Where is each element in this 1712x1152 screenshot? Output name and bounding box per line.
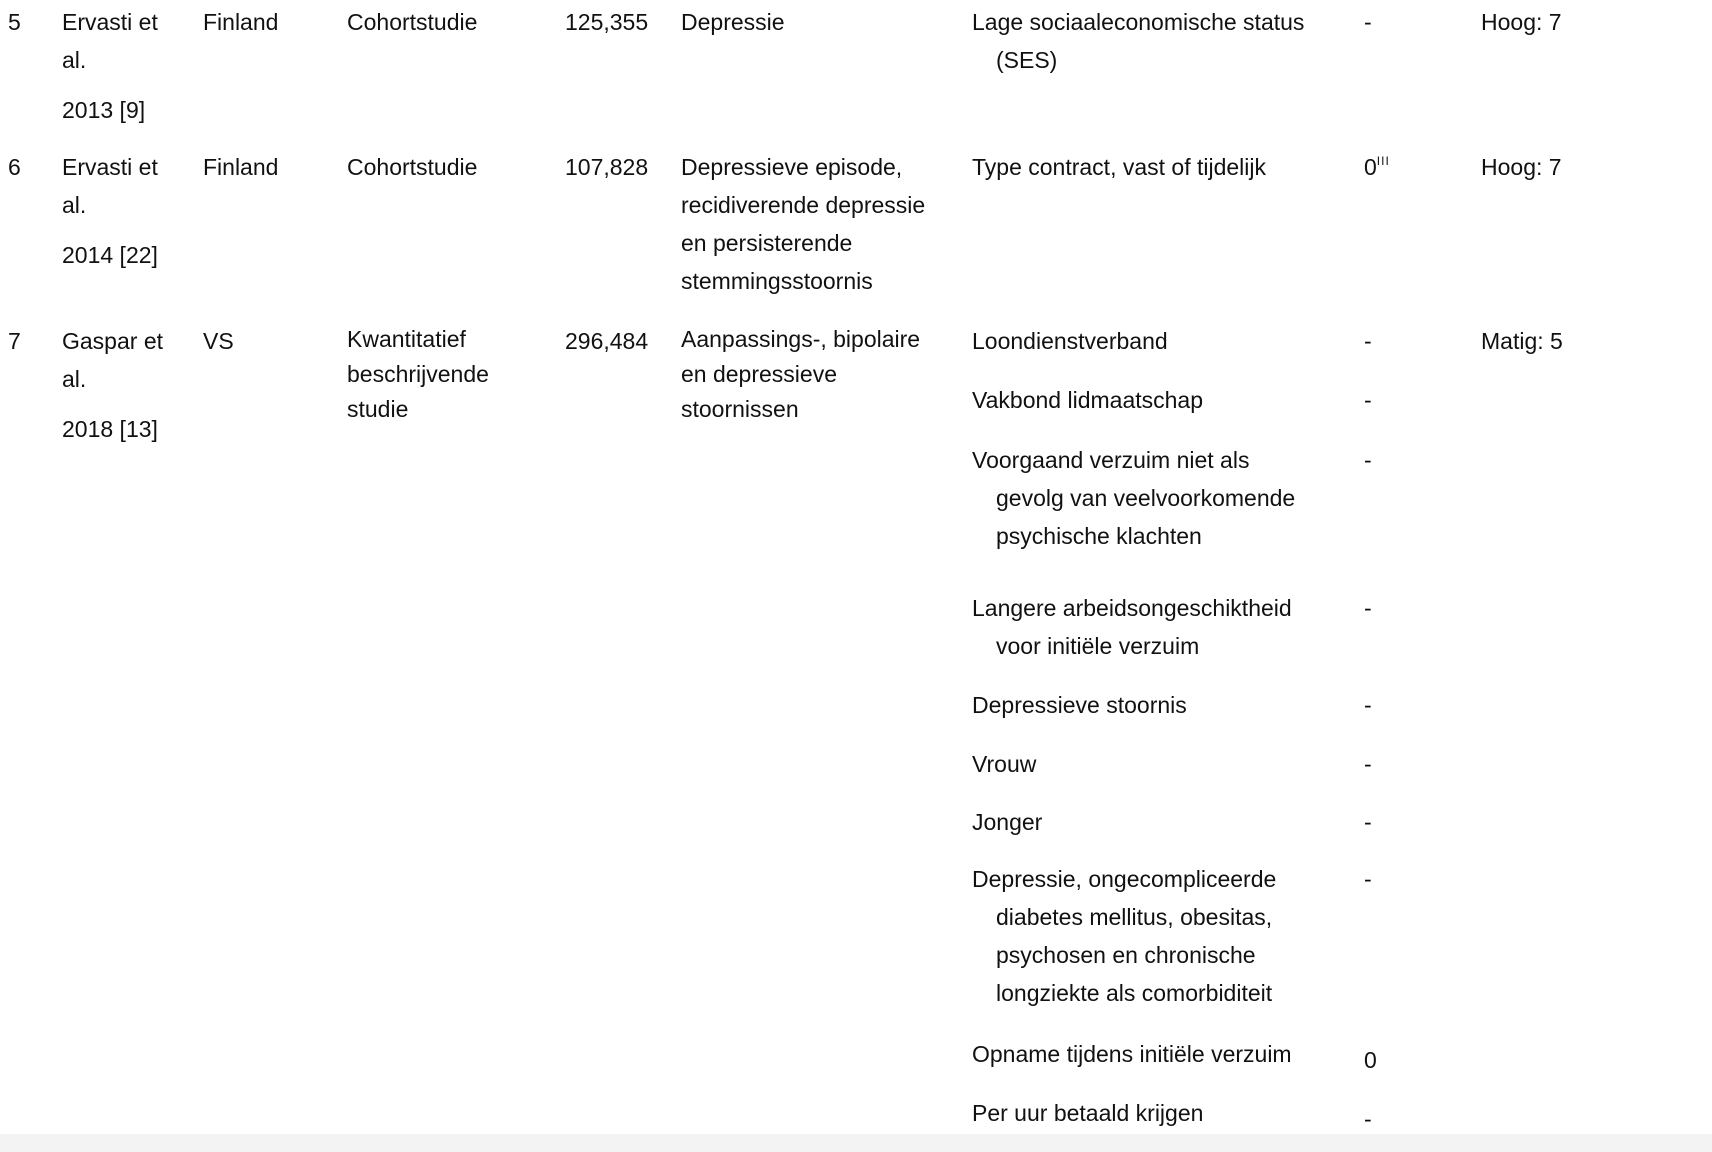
effect-cell: - (1364, 447, 1372, 473)
factor-line: voor initiële verzuim (996, 633, 1200, 659)
factor-cell: Type contract, vast of tijdelijk (972, 154, 1267, 180)
design-cell: Cohortstudie (347, 154, 478, 180)
effect-cell: - (1364, 866, 1372, 892)
diagnosis-line: Aanpassings-, bipolaire (681, 326, 921, 352)
diagnosis-line: recidiverende depressie (681, 192, 926, 218)
factor-line: Voorgaand verzuim niet als (972, 447, 1250, 473)
effect-cell: - (1364, 1106, 1372, 1132)
factor-line: gevolg van veelvoorkomende (996, 485, 1296, 511)
year-reference: 2014 [22] (62, 242, 158, 268)
author-line: al. (62, 47, 87, 73)
effect-value: 0 (1364, 154, 1377, 180)
diagnosis-cell: Depressie (681, 9, 785, 35)
factor-cell: Vakbond lidmaatschap (972, 387, 1203, 413)
effect-cell: - (1364, 595, 1372, 621)
design-line: beschrijvende (347, 361, 489, 387)
quality-cell: Hoog: 7 (1481, 9, 1562, 35)
author-line: Ervasti et (62, 154, 158, 180)
factor-cell: Jonger (972, 809, 1043, 835)
factor-line: diabetes mellitus, obesitas, (996, 904, 1273, 930)
year-reference: 2013 [9] (62, 97, 146, 123)
design-cell (347, 322, 547, 427)
author-cell (62, 322, 182, 398)
factor-line: longziekte als comorbiditeit (996, 980, 1273, 1006)
factor-cell (972, 3, 1352, 79)
country-cell: VS (203, 328, 234, 354)
design-line: studie (347, 396, 409, 422)
diagnosis-line: Depressieve episode, (681, 154, 903, 180)
design-cell: Cohortstudie (347, 9, 478, 35)
factor-cell: Depressieve stoornis (972, 692, 1187, 718)
diagnosis-line: stoornissen (681, 396, 799, 422)
factor-cell: Per uur betaald krijgen (972, 1100, 1204, 1126)
sample-size-cell: 107,828 (565, 154, 649, 180)
author-cell (62, 3, 182, 79)
factor-line: Lage sociaaleconomische status (972, 9, 1305, 35)
sample-size-cell: 296,484 (565, 328, 649, 354)
author-cell (62, 148, 182, 224)
factor-line: Langere arbeidsongeschiktheid (972, 595, 1292, 621)
factor-cell (972, 441, 1352, 555)
year-reference: 2018 [13] (62, 416, 158, 442)
effect-cell: - (1364, 9, 1372, 35)
factor-cell: Loondienstverband (972, 328, 1168, 354)
effect-cell: 0 (1364, 1047, 1377, 1073)
diagnosis-line: stemmingsstoornis (681, 268, 873, 294)
country-cell: Finland (203, 154, 279, 180)
effect-cell: - (1364, 751, 1372, 777)
author-line: al. (62, 366, 87, 392)
diagnosis-line: en persisterende (681, 230, 853, 256)
row-number: 5 (8, 9, 21, 35)
author-line: Gaspar et (62, 328, 163, 354)
factor-line: Depressie, ongecompliceerde (972, 866, 1277, 892)
diagnosis-cell (681, 322, 961, 427)
effect-cell: - (1364, 809, 1372, 835)
country-cell: Finland (203, 9, 279, 35)
factor-line: (SES) (996, 47, 1058, 73)
author-line: Ervasti et (62, 9, 158, 35)
effect-cell: - (1364, 328, 1372, 354)
effect-cell: - (1364, 387, 1372, 413)
effect-cell: - (1364, 692, 1372, 718)
row-number: 7 (8, 328, 21, 354)
quality-cell: Matig: 5 (1481, 328, 1563, 354)
diagnosis-cell (681, 148, 961, 300)
row-number: 6 (8, 154, 21, 180)
factor-cell (972, 589, 1352, 665)
quality-cell: Hoog: 7 (1481, 154, 1562, 180)
design-line: Kwantitatief (347, 326, 466, 352)
factor-line: psychosen en chronische (996, 942, 1256, 968)
diagnosis-line: en depressieve (681, 361, 837, 387)
author-line: al. (62, 192, 87, 218)
factor-cell (972, 860, 1352, 1012)
factor-cell: Opname tijdens initiële verzuim (972, 1041, 1292, 1067)
page-bottom-edge (0, 1134, 1712, 1152)
factor-cell: Vrouw (972, 751, 1037, 777)
effect-cell (1364, 148, 1390, 186)
factor-line: psychische klachten (996, 523, 1202, 549)
footnote-marker: III (1376, 154, 1390, 168)
sample-size-cell: 125,355 (565, 9, 649, 35)
